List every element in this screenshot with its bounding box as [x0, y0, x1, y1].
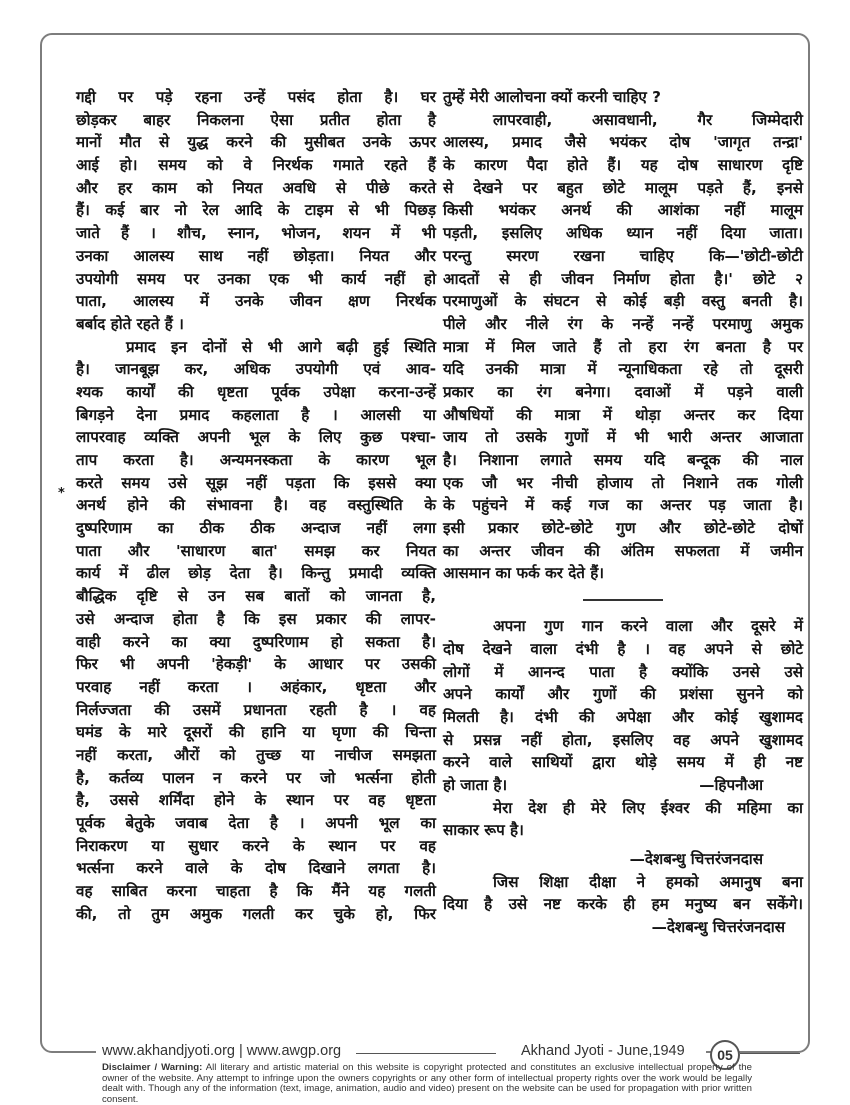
text-line: परवाह नहीं करता । अहंकार, धृष्टता और [76, 677, 436, 696]
disclaimer [102, 1063, 752, 1105]
text-line: आलस्य, प्रमाद जैसे भयंकर दोष 'जागृत तन्द्रा' [443, 133, 803, 152]
text-line: है। निशाना लगाते समय यदि बन्दूक की नाल [443, 451, 803, 469]
text-line: के पहुंचने में कई गज का अन्तर पड़ जाता है। [443, 496, 803, 515]
right-column [443, 86, 803, 939]
section-divider [583, 599, 663, 601]
text-line: प्रमाद इन दोनों से भी आगे बढ़ी हुई स्थिति [126, 337, 436, 356]
text-line: बौद्धिक दृष्टि से उन सब बातों को जानता है, [76, 587, 436, 606]
text-line: बर्बाद होते रहते हैं । [76, 314, 184, 333]
text-line: अपना गुण गान करने वाला और दूसरे में [493, 617, 803, 636]
right-column-quote-3 [443, 871, 803, 916]
text-line: आदतों से ही जीवन निर्माण होता है।' छोटे २ [443, 269, 803, 288]
text-line: आई हो। समय को वे निरर्थक गमाते रहते हैं [76, 156, 436, 175]
text-line: निराकरण या सुधार करने के स्थान पर वह [76, 836, 436, 855]
text-line: मात्रा में मिल जाते हैं तो हरा रंग बनता है पर [443, 337, 803, 356]
text-line: वह साबित करना चाहता है कि मैंने यह गलती [76, 882, 436, 901]
text-line: वाही करने का क्या दुष्परिणाम हो सकता है। [76, 632, 436, 651]
text-line: पाता और 'साधारण बात' समझ कर नियत [76, 541, 436, 560]
text-line: उपयोगी समय पर उनका एक भी कार्य नहीं हो [76, 269, 436, 288]
text-line: छोड़कर बाहर निकलना ऐसा प्रतीत होता है [76, 110, 436, 129]
text-line: से देखने पर बहुत छोटे मालूम पड़ते हैं, इनसे [443, 178, 803, 197]
text-line: जाय तो उसके गुणों में भी भारी अन्तर आजाता [443, 428, 803, 447]
text-line: ताप करता है। अन्यमनस्कता के कारण भूल [76, 451, 436, 469]
text-line: पाता, आलस्य में उनके जीवन क्षण निरर्थक [76, 292, 436, 311]
text-line: लापरवाही, असावधानी, गैर जिम्मेदारी [493, 110, 803, 129]
text-line: यदि उनकी मात्रा में न्यूनाधिकता रहे तो दूसरी [443, 360, 803, 379]
text-line: पड़ती, इसलिए अधिक ध्यान नहीं दिया जाता। [443, 224, 803, 243]
text-line: कार्य में ढील छोड़ देता है। किन्तु प्रमादी व्यक्ति [76, 564, 436, 583]
text-line: हैं। कई बार नो रेल आदि के टाइम से भी पिछड़ [76, 201, 436, 220]
text-line: नहीं करता, औरों को तुच्छ या नाचीज समझता [76, 745, 436, 764]
text-line: निर्लज्जता की उसमें प्रधानता रहती है । वह [76, 700, 436, 719]
text-line: बिगड़ने देना प्रमाद कहलाता है । आलसी या [76, 405, 436, 424]
quote-3-attribution: —देशबन्धु चित्तरंजनदास [651, 918, 785, 937]
text-line: तुम्हें मेरी आलोचना क्यों करनी चाहिए ? [443, 88, 661, 106]
text-line: गद्दी पर पड़े रहना उन्हें पसंद होता है। घर [76, 88, 436, 106]
text-line: के कारण पैदा होते हैं। यह दोष साधारण दृष्टि [443, 156, 803, 175]
text-line: किसी भयंकर अनर्थ की आशंका नहीं मालूम [443, 201, 803, 220]
text-line: उसे अन्दाज होता है कि इस प्रकार की लापर- [76, 609, 436, 628]
right-column-article [443, 86, 803, 585]
quote-1-attribution: —हिपनौआ [699, 775, 763, 794]
text-line: लोगों में आनन्द पाता है क्योंकि उनसे उसे [443, 662, 803, 681]
text-line: पूर्वक बेतुके जवाब देता है । अपनी भूल का [76, 814, 436, 832]
margin-mark: * [58, 486, 65, 501]
text-line: है। जानबूझ कर, अधिक उपयोगी एवं आव- [76, 360, 436, 379]
text-line: श्यक कार्यों की धृष्टता पूर्वक उपेक्षा करना-उन्हें [76, 382, 436, 401]
text-line: साकार रूप है। [443, 821, 524, 840]
disclaimer-label: Disclaimer / Warning: [102, 1062, 203, 1073]
text-line: मेरा देश ही मेरे लिए ईश्वर की महिमा का [493, 798, 803, 817]
text-line: परमाणुओं के संघटन से कोई बड़ी वस्तु बनती है। [443, 292, 803, 311]
text-line: दोष देखने वाला दंभी है । वह अपने से छोटे [443, 639, 803, 658]
text-line: इसी प्रकार छोटे-छोटे गुण और छोटे-छोटे दोषों [443, 519, 803, 538]
text-line: एक जौ भर नीची होजाय तो निशाने तक गोली [443, 473, 803, 492]
text-line: अनर्थ होने की संभावना है। वह वस्तुस्थिति के [76, 496, 436, 515]
text-line: मिलती है। दंभी की अपेक्षा और कोई खुशामद [443, 707, 803, 726]
text-line: की, तो तुम अमुक गलती कर चुके हो, फिर [76, 904, 436, 923]
text-line: जाते हैं । शौच, स्नान, भोजन, शयन में भी [76, 224, 436, 243]
quote-2-attribution: —देशबन्धु चित्तरंजनदास [629, 850, 763, 868]
text-line: मानों मौत से युद्ध करने की मुसीबत उनके ऊपर [76, 133, 436, 152]
text-line: दुष्परिणाम का ठीक ठीक अन्दाज नहीं लगा [76, 519, 436, 538]
text-line: हो जाता है। [443, 775, 508, 794]
text-line: परन्तु स्मरण रखना चाहिए कि—'छोटी-छोटी [443, 246, 803, 265]
text-line: भर्त्सना करने वाले के दोष दिखाने लगता है। [76, 859, 436, 878]
footer-rule-left [356, 1053, 496, 1054]
disclaimer-text: All literary and artistic material on this website is copyright protected and constitutes an exclusive intellectual property of the owner of the website. Any attempt to infringe upon the owners copyrights or any other form of intellectual property rights over the work would be legally dealt with. Though any of the information (text, image, animation, audio and video) present on the website can be used for propagation with prior written consent. [102, 1062, 752, 1105]
text-line: है, कर्तव्य पालन न करने पर जो भर्त्सना होती [76, 768, 436, 787]
text-line: औषधियों की मात्रा में थोड़ा अन्तर कर दिया [443, 405, 803, 424]
footer-publication-title: Akhand Jyoti - June,1949 [521, 1043, 685, 1059]
footer-website-links[interactable]: www.akhandjyoti.org | www.awgp.org [102, 1043, 342, 1059]
text-line: उनका आलस्य साथ नहीं छोड़ता। नियत और [76, 246, 436, 265]
right-column-quote-1 [443, 615, 803, 797]
text-line: से प्रसन्न नहीं होता, इसलिए वह अपने खुशामद [443, 730, 803, 749]
right-column-quote-2 [443, 797, 803, 842]
left-column [76, 86, 436, 925]
text-line: लापरवाह व्यक्ति अपनी भूल के लिए कुछ पश्चा- [76, 428, 436, 447]
text-line: प्रकार का रंग बनेगा। दवाओं में पड़ने वाली [443, 382, 803, 401]
text-line: करने वाले साथियों द्वारा थोड़े समय में ही नष्ट [443, 753, 803, 772]
text-line: और हर काम को नियत अवधि से पीछे करते [76, 178, 436, 197]
page-number: 05 [717, 1047, 733, 1063]
text-line: करते समय उसे सूझ नहीं पड़ता कि इससे क्या [76, 473, 436, 492]
text-line: दिया है उसे नष्ट करके ही हम मनुष्य बन सकेंगे। [443, 895, 803, 914]
footer-rule-right [740, 1053, 800, 1054]
text-line: पीले और नीले रंग के नन्हें नन्हें परमाणु अमुक [443, 314, 803, 333]
text-line: का अन्तर जीवन की अंतिम सफलता में जमीन [443, 541, 803, 560]
text-line: जिस शिक्षा दीक्षा ने हमको अमानुष बना [493, 872, 803, 891]
text-line: फिर भी अपनी 'हेकड़ी' के आधार पर उसकी [76, 655, 436, 674]
text-line: घमंड के मारे दूसरों की हानि या घृणा की चिन्ता [76, 723, 436, 742]
text-line: है, उससे शर्मिंदा होने के स्थान पर वह धृष्टता [76, 791, 436, 810]
text-line: अपने कार्यों और गुणों की प्रशंसा सुनने को [443, 685, 803, 704]
text-line: आसमान का फर्क कर देते हैं। [443, 564, 605, 583]
